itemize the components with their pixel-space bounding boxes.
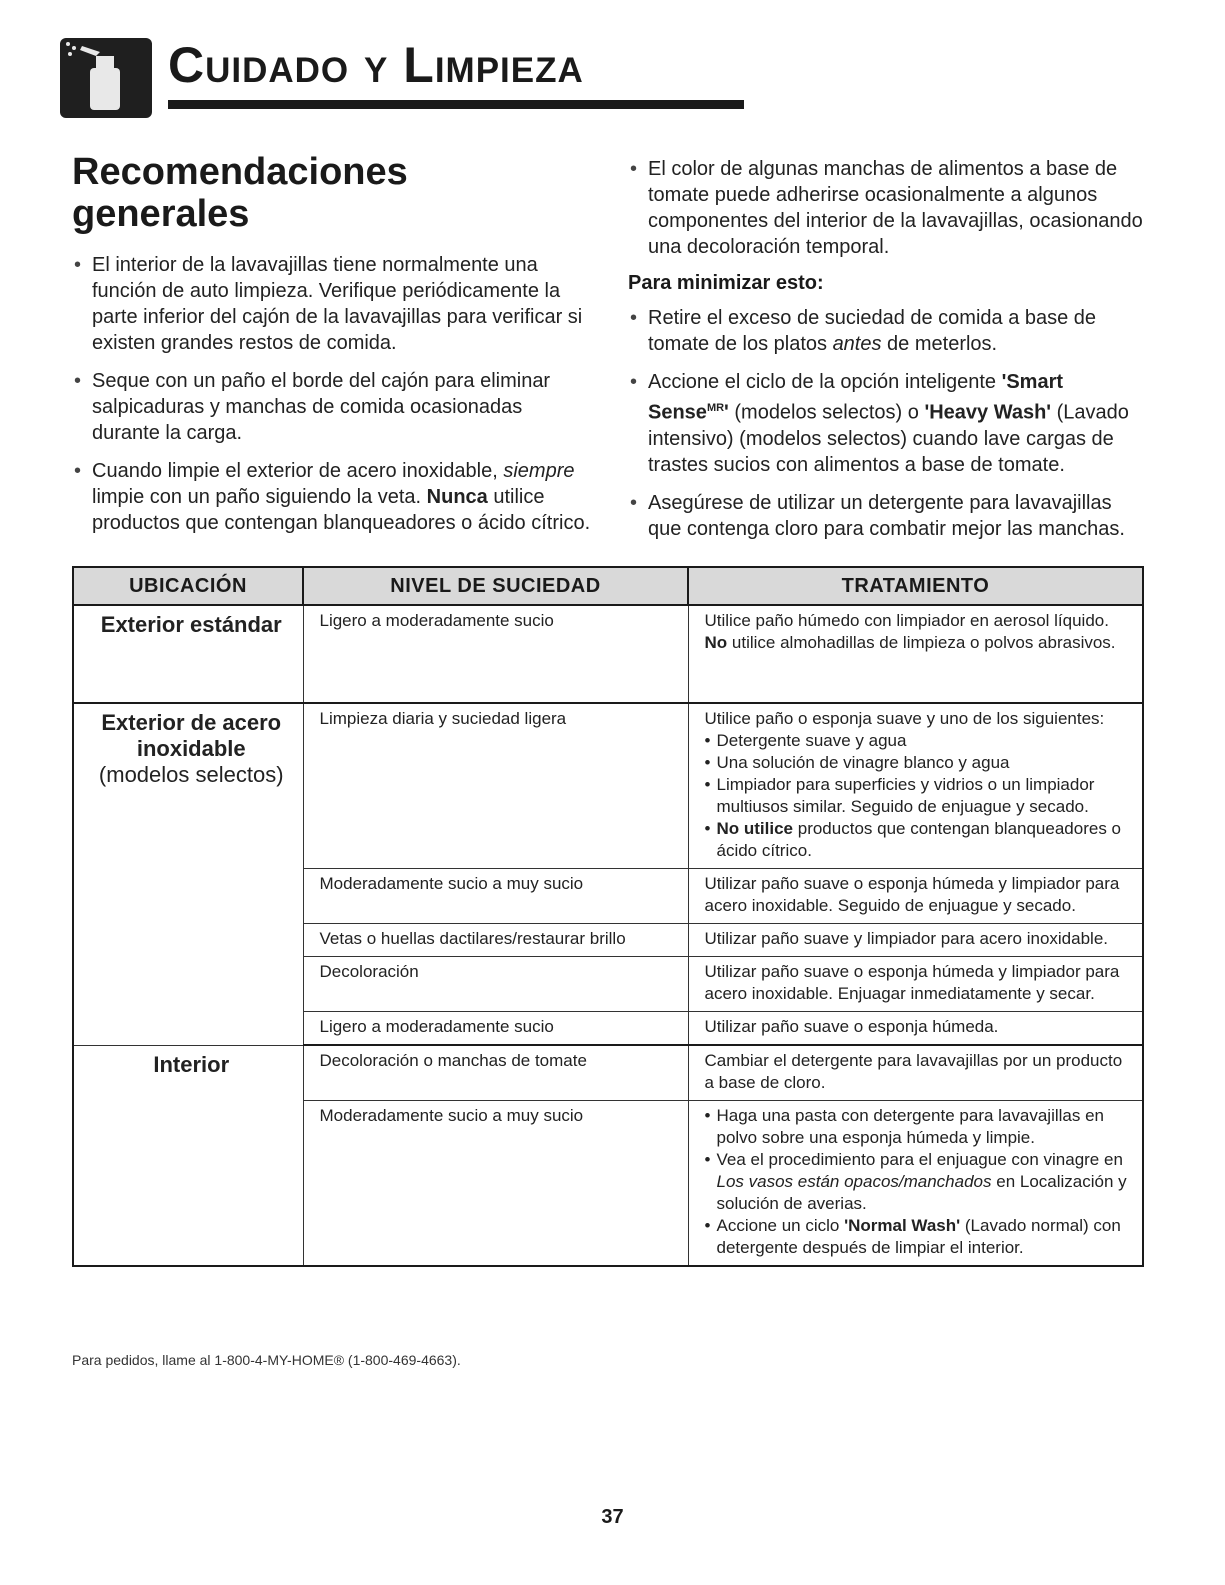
general-left-column — [72, 152, 592, 548]
table-row — [73, 1045, 1143, 1101]
bullet-item — [628, 369, 1148, 478]
text-bold: No — [704, 633, 728, 652]
soil-level-cell: Ligero a moderadamente sucio — [303, 1012, 688, 1046]
text-italic: antes — [832, 333, 882, 355]
text-bold: 'Normal Wash' — [844, 1216, 961, 1235]
text-run: Utilice paño húmedo con limpiador en aerosol líquido. — [704, 611, 1109, 630]
text-run: Accione un ciclo — [716, 1216, 845, 1235]
text-bold: 'Smart Sense — [648, 371, 1064, 424]
treatment-intro: Utilice paño o esponja suave y uno de los siguientes: — [704, 709, 1105, 728]
table-row — [73, 605, 1143, 703]
superscript: MR — [706, 402, 725, 414]
order-footnote: Para pedidos, llame al 1-800-4-MY-HOME® (1-800-469-4663). — [72, 1352, 461, 1368]
location-cell: Exterior estándar — [73, 605, 303, 703]
list-item: • Una solución de vinagre blanco y agua — [705, 752, 1133, 774]
bullet-item — [628, 305, 1148, 357]
location-cell: Interior — [73, 1045, 303, 1266]
text-italic: Los vasos están opacos/manchados — [716, 1172, 992, 1191]
col-header-treatment: TRATAMIENTO — [688, 567, 1143, 605]
list-item — [705, 1149, 1133, 1215]
list-item: • Limpiador para superficies y vidrios o un limpiador multiusos similar. Seguido de enjuague y secado. — [705, 774, 1133, 818]
subheading: Para minimizar esto: — [628, 272, 824, 294]
page-number: 37 — [601, 1506, 624, 1528]
treatment-list — [705, 730, 1133, 862]
text-run: limpie con un paño siguiendo la veta. — [92, 485, 427, 508]
text-run: Retire el exceso de suciedad de comida a base de tomate de los platos — [648, 307, 1097, 355]
treatment-cell: Cambiar el detergente para lavavajillas por un producto a base de cloro. — [688, 1045, 1143, 1101]
text-run: (Lavado normal) con detergente después de limpiar el interior. — [716, 1216, 1121, 1257]
treatment-cell: Utilizar paño suave o esponja húmeda y limpiador para acero inoxidable. Enjuagar inmediatamente y secar. — [688, 957, 1143, 1012]
table-row — [73, 703, 1143, 869]
treatment-cell: Utilizar paño suave o esponja húmeda. — [688, 1012, 1143, 1046]
col-header-soil-level: NIVEL DE SUCIEDAD — [303, 567, 688, 605]
text-run: en Localización y solución de averias. — [716, 1172, 1127, 1213]
list-item — [705, 1215, 1133, 1259]
soil-level-cell: Moderadamente sucio a muy sucio — [303, 869, 688, 924]
bullet-item — [72, 458, 592, 536]
right-intro-list — [628, 156, 1148, 260]
soil-level-cell: Moderadamente sucio a muy sucio — [303, 1101, 688, 1267]
page-header — [60, 28, 750, 118]
location-cell — [73, 703, 303, 1045]
text-run: Cuando limpie el exterior de acero inoxidable, — [92, 459, 504, 482]
soil-level-cell: Decoloración o manchas de tomate — [303, 1045, 688, 1101]
general-right-column — [628, 156, 1148, 554]
cleaning-table — [72, 566, 1144, 1267]
location-note: (modelos selectos) — [98, 762, 284, 787]
text-run: (modelos selectos) o — [728, 401, 925, 424]
list-item: • Detergente suave y agua — [705, 730, 1133, 752]
list-item — [705, 818, 1133, 862]
bullet-item: • El color de algunas manchas de alimentos a base de tomate puede adherirse ocasionalmente a algunos componentes del interior de la lavavajillas, ocasionando una decoloración temporal. — [628, 156, 1148, 260]
minimize-bullets — [628, 305, 1148, 542]
text-run: Vea el procedimiento para el enjuague con vinagre en — [716, 1150, 1123, 1169]
bullet-item: • El interior de la lavavajillas tiene normalmente una función de auto limpieza. Verifique periódicamente la parte inferior del cajón de la lavavajillas para verificar si existen grandes restos de comida. — [72, 252, 592, 356]
text-run: productos que contengan blanqueadores o ácido cítrico. — [716, 819, 1121, 860]
list-item: • Haga una pasta con detergente para lavavajillas en polvo sobre una esponja húmeda y limpie. — [705, 1105, 1133, 1149]
treatment-cell: Utilizar paño suave y limpiador para acero inoxidable. — [688, 924, 1143, 957]
treatment-cell — [688, 605, 1143, 703]
text-bold: ' — [724, 401, 729, 424]
col-header-location: UBICACIÓN — [73, 567, 303, 605]
treatment-cell — [688, 1101, 1143, 1267]
general-bullets — [72, 252, 592, 536]
soil-level-cell: Ligero a moderadamente sucio — [303, 605, 688, 703]
text-run: utilice productos que contengan blanqueadores o ácido cítrico. — [92, 485, 591, 534]
treatment-cell: Utilizar paño suave o esponja húmeda y limpiador para acero inoxidable. Seguido de enjuague y secado. — [688, 869, 1143, 924]
text-bold: 'Heavy Wash' — [924, 401, 1052, 424]
text-run: Accione el ciclo de la opción inteligente — [648, 371, 1002, 393]
text-run: de meterlos. — [881, 333, 998, 355]
soil-level-cell: Decoloración — [303, 957, 688, 1012]
location-label: Exterior de acero inoxidable — [101, 710, 282, 761]
page-title: Cuidado y Limpieza — [168, 37, 584, 93]
text-run: (Lavado intensivo) (modelos selectos) cuando lave cargas de trastes sucios con alimentos a base de tomate. — [648, 401, 1129, 476]
text-run: utilice almohadillas de limpieza o polvos abrasivos. — [727, 633, 1116, 652]
bullet-item: • Asegúrese de utilizar un detergente para lavavajillas que contenga cloro para combatir mejor las manchas. — [628, 490, 1148, 542]
section-heading: Recomendaciones generales — [72, 151, 408, 235]
soil-level-cell: Limpieza diaria y suciedad ligera — [303, 703, 688, 869]
bullet-item: • Seque con un paño el borde del cajón para eliminar salpicaduras y manchas de comida ocasionadas durante la carga. — [72, 368, 592, 446]
title-underline — [168, 100, 744, 109]
text-italic: siempre — [503, 459, 575, 482]
soil-level-cell: Vetas o huellas dactilares/restaurar brillo — [303, 924, 688, 957]
treatment-cell — [688, 703, 1143, 869]
text-bold: Nunca — [426, 485, 488, 508]
treatment-list — [705, 1105, 1133, 1259]
spray-bottle-icon — [60, 38, 152, 118]
text-bold: No utilice — [716, 819, 794, 838]
